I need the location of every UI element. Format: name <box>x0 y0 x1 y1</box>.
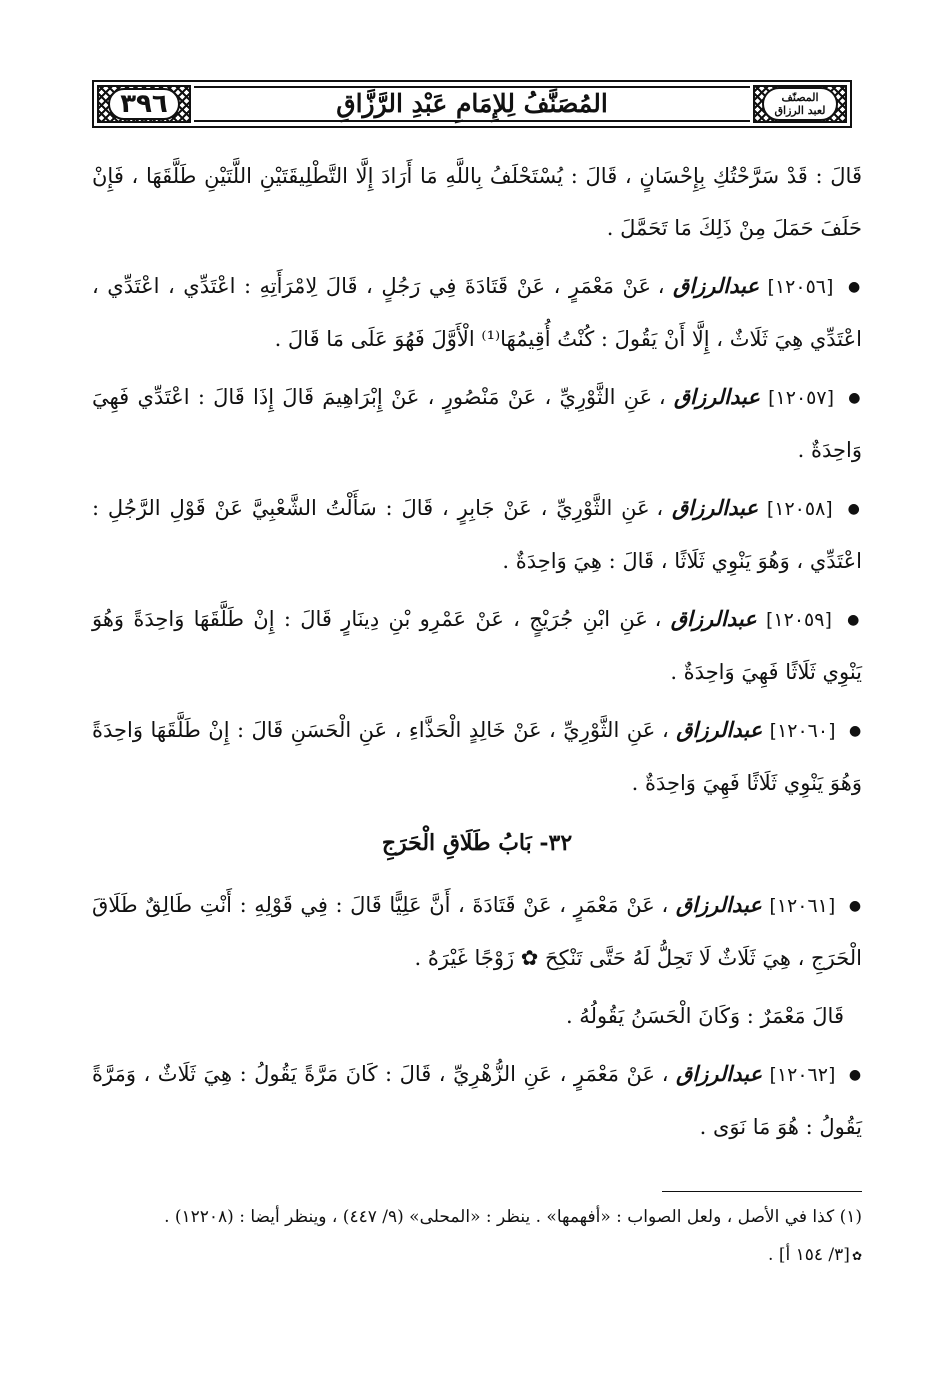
hadith-text: ، عَنِ الثَّوْرِيِّ ، عَنْ مَنْصُورٍ ، عَنْ إِبْرَاهِيمَ قَالَ إِذَا قَالَ : اعْتَدِّي فَهِيَ وَاحِدَةٌ . <box>92 385 862 462</box>
hadith-text: ، عَنْ مَعْمَرٍ ، عَنْ قَتَادَةَ ، أَنَّ عَلِيًّا قَالَ : فِي قَوْلِهِ : أَنْتِ طَالِقٌ طَلَاقَ الْحَرَجِ ، هِيَ ثَلَاثٌ لَا تَحِلُّ لَهُ حَتَّى تَنْكِحَ ✿ زَوْجًا غَيْرَهُ . <box>92 893 862 970</box>
hadith-12059 <box>92 593 862 698</box>
manuscript-page-reference: ✿ [٣/ ١٥٤ أ] . <box>92 1236 862 1275</box>
hadith-12062 <box>92 1048 862 1153</box>
page-header <box>92 80 852 128</box>
footnote-divider <box>662 1191 862 1192</box>
book-emblem: المصنّف لعبد الرزاق <box>762 87 838 121</box>
footnote-1: (١) كذا في الأصل ، ولعل الصواب : «أفهمها» . ينظر : «المحلى» (٩/ ٤٤٧) ، وينظر أيضا : (١٢٢٠٨) . <box>164 1207 862 1227</box>
hadith-12061 <box>92 879 862 984</box>
main-text <box>92 150 862 1159</box>
hadith-text: ، عَنْ مَعْمَرٍ ، عَنِ الزُّهْرِيِّ ، قَالَ : كَانَ مَرَّةً يَقُولُ : هِيَ ثَلَاثٌ ، وَمَرَّةً يَقُولُ : هُوَ مَا نَوَى . <box>92 1062 862 1139</box>
chapter-heading: ٣٢- بَابُ طَلَاقِ الْحَرَجِ <box>381 830 573 856</box>
hadith-12058 <box>92 482 862 587</box>
hadith-12061-continuation: قَالَ مَعْمَرٌ : وَكَانَ الْحَسَنُ يَقُولُهُ . <box>565 1004 844 1028</box>
narrator-name: عبدالرزاق <box>676 1061 762 1086</box>
narrator-name: عبدالرزاق <box>673 273 760 298</box>
page-number: ٣٩٦ <box>108 88 180 120</box>
hadith-text: ، عَنِ ابْنِ جُرَيْجٍ ، عَنْ عَمْرِو بْنِ دِينَارٍ قَالَ : إِنْ طَلَّقَهَا وَاحِدَةً وَهُوَ يَنْوِي ثَلَاثًا فَهِيَ وَاحِدَةٌ . <box>92 607 862 684</box>
hadith-text: ، عَنِ الثَّوْرِيِّ ، عَنْ جَابِرٍ ، قَالَ : سَأَلْتُ الشَّعْبِيَّ عَنْ قَوْلِ الرَّجُلِ : اعْتَدِّي ، وَهُوَ يَنْوِي ثَلَاثًا ، قَالَ : هِيَ وَاحِدَةٌ . <box>92 496 862 573</box>
narrator-name: عبدالرزاق <box>675 892 762 917</box>
hadith-text: ، عَنْ مَعْمَرٍ ، عَنْ قَتَادَةَ فِي رَجُلٍ ، قَالَ لِامْرَأَتِهِ : اعْتَدِّي ، اعْتَدِّي ، اعْتَدِّي هِيَ ثَلَاثٌ ، إِلَّا أَنْ يَقُولَ : كُنْتُ أُقِيمُهَا⁽¹⁾ الْأَوَّلَ فَهُوَ عَلَى مَا قَالَ . <box>92 274 862 351</box>
hadith-number: [١٢٠٥٨] <box>766 498 833 520</box>
hadith-number: [١٢٠٦٠] <box>769 720 836 742</box>
hadith-number: [١٢٠٥٦] <box>767 276 834 298</box>
narrator-name: عبدالرزاق <box>676 717 763 742</box>
hadith-12060 <box>92 704 862 809</box>
hadith-12057 <box>92 371 862 476</box>
hadith-12056 <box>92 260 862 365</box>
narrator-name: عبدالرزاق <box>670 606 757 631</box>
narrator-name: عبدالرزاق <box>672 495 758 520</box>
footnotes <box>92 1198 862 1275</box>
hadith-number: [١٢٠٥٧] <box>768 387 834 409</box>
book-title: المُصَنَّفُ لِلإِمَامِ عَبْدِ الرَّزَّاقِ <box>194 86 750 122</box>
opening-paragraph: قَالَ : قَدْ سَرَّحْتُكِ بِإِحْسَانٍ ، قَالَ : يُسْتَحْلَفُ بِاللَّهِ مَا أَرَادَ إِلَّا التَّطْلِيقَتَيْنِ اللَّتَيْنِ طَلَّقَهَا ، فَإِنْ حَلَفَ حَمَلَ مِنْ ذَلِكَ مَا تَحَمَّلَ . <box>92 164 862 240</box>
hadith-text: ، عَنِ الثَّوْرِيِّ ، عَنْ خَالِدٍ الْحَذَّاءِ ، عَنِ الْحَسَنِ قَالَ : إِنْ طَلَّقَهَا وَاحِدَةً وَهُوَ يَنْوِي ثَلَاثًا فَهِيَ وَاحِدَةٌ . <box>92 718 862 795</box>
hadith-number: [١٢٠٦٢] <box>769 1064 836 1086</box>
narrator-name: عبدالرزاق <box>673 384 760 409</box>
hadith-number: [١٢٠٦١] <box>769 895 836 917</box>
hadith-number: [١٢٠٥٩] <box>765 609 832 631</box>
